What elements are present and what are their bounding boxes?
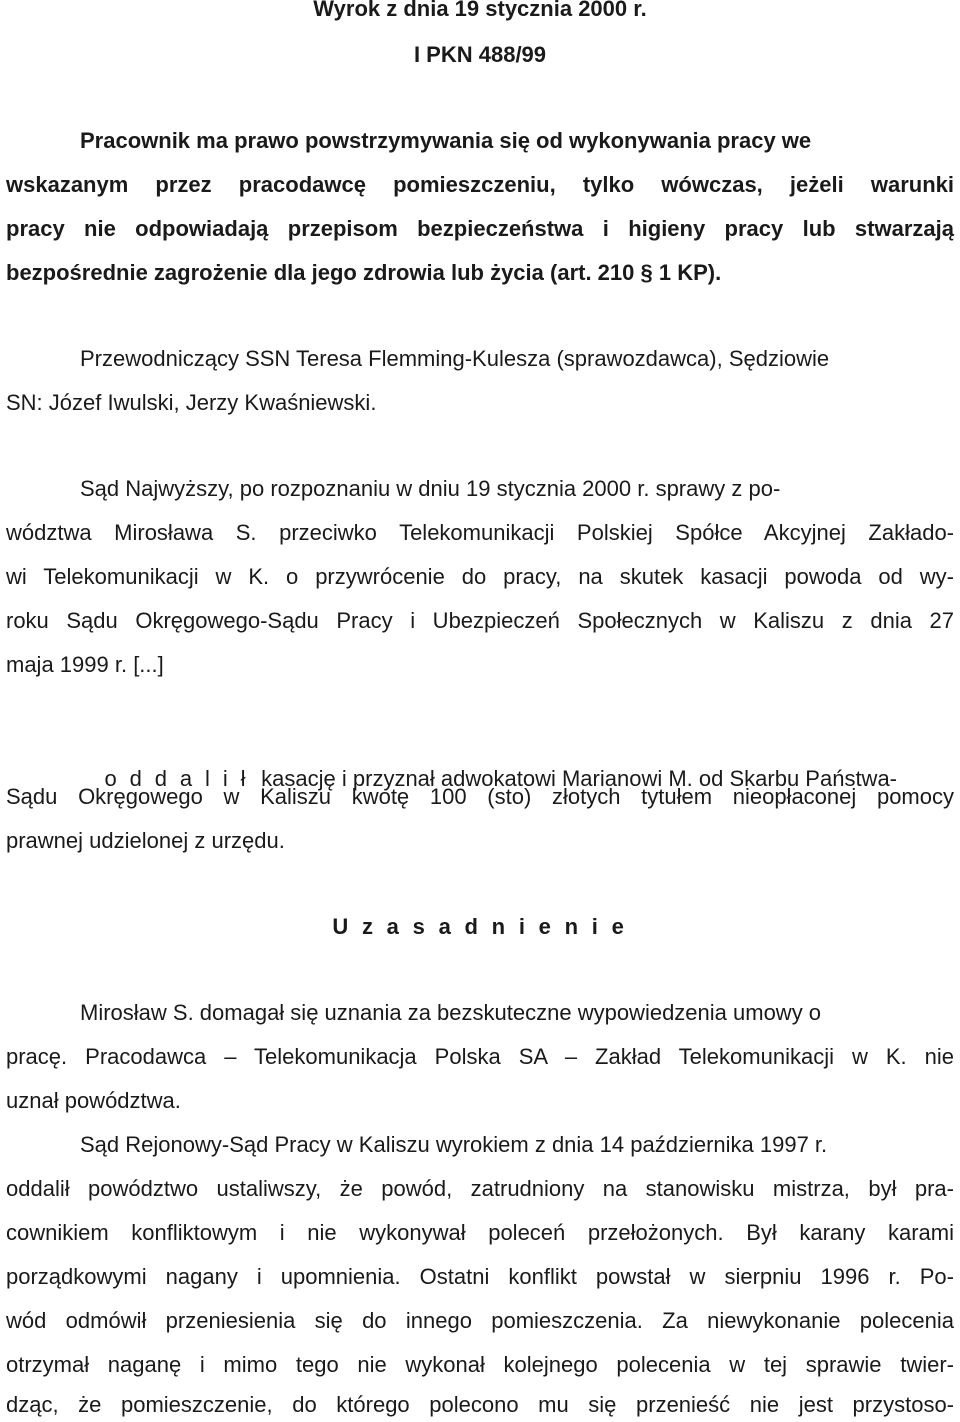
justification-p2-line-1: Sąd Rejonowy-Sąd Pracy w Kaliszu wyrokiem z dnia 14 października 1997 r. xyxy=(80,1132,828,1157)
ruling-keyword: o d d a l i ł xyxy=(104,766,249,791)
ruling-line-2: Sądu Okręgowego w Kaliszu kwotę 100 (sto) złotych tytułem nieopłaconej pomocy xyxy=(6,784,954,809)
justification-p2-line-4: porządkowymi nagany i upomnienia. Ostatni konflikt powstał w sierpniu 1996 r. Po- xyxy=(6,1264,954,1289)
proceedings-line-1: Sąd Najwyższy, po rozpoznaniu w dniu 19 stycznia 2000 r. sprawy z po- xyxy=(80,476,781,501)
judgment-title: Wyrok z dnia 19 stycznia 2000 r. xyxy=(313,0,647,21)
justification-p2-line-7: dząc, że pomieszczenie, do którego polecono mu się przenieść nie jest przystoso- xyxy=(6,1392,954,1417)
justification-p2-line-5: wód odmówił przeniesienia się do innego pomieszczenia. Za niewykonanie polecenia xyxy=(6,1308,954,1333)
proceedings-line-5: maja 1999 r. [...] xyxy=(6,652,164,677)
ruling-text: kasację i przyznał adwokatowi Marianowi M. od Skarbu Państwa- xyxy=(261,766,898,791)
justification-p2-line-2: oddalił powództwo ustaliwszy, że powód, zatrudniony na stanowisku mistrza, był pra- xyxy=(6,1176,954,1201)
justification-p1-line-1: Mirosław S. domagał się uznania za bezskuteczne wypowiedzenia umowy o xyxy=(80,1000,822,1025)
justification-p1-line-2: pracę. Pracodawca – Telekomunikacja Polska SA – Zakład Telekomunikacji w K. nie xyxy=(6,1044,954,1069)
justification-p2-line-6: otrzymał naganę i mimo tego nie wykonał kolejnego polecenia w tej sprawie twier- xyxy=(6,1352,954,1377)
thesis-line-3: pracy nie odpowiadają przepisom bezpieczeństwa i higieny pracy lub stwarzają xyxy=(6,216,954,241)
justification-p1-line-3: uznał powództwa. xyxy=(6,1088,181,1113)
case-number: I PKN 488/99 xyxy=(413,42,547,67)
proceedings-line-2: wództwa Mirosława S. przeciwko Telekomunikacji Polskiej Spółce Akcyjnej Zakłado- xyxy=(6,520,954,545)
thesis-line-4: bezpośrednie zagrożenie dla jego zdrowia lub życia (art. 210 § 1 KP). xyxy=(6,260,722,285)
composition-line-2: SN: Józef Iwulski, Jerzy Kwaśniewski. xyxy=(6,390,377,415)
justification-heading: U z a s a d n i e n i e xyxy=(332,914,628,939)
proceedings-line-3: wi Telekomunikacji w K. o przywrócenie do pracy, na skutek kasacji powoda od wy- xyxy=(6,564,954,589)
thesis-line-2: wskazanym przez pracodawcę pomieszczeniu, tylko wówczas, jeżeli warunki xyxy=(6,172,954,197)
thesis-line-1: Pracownik ma prawo powstrzymywania się od wykonywania pracy we xyxy=(80,128,812,153)
justification-p2-line-3: cownikiem konfliktowym i nie wykonywał poleceń przełożonych. Był karany karami xyxy=(6,1220,954,1245)
ruling-line-3: prawnej udzielonej z urzędu. xyxy=(6,828,285,853)
proceedings-line-4: roku Sądu Okręgowego-Sądu Pracy i Ubezpieczeń Społecznych w Kaliszu z dnia 27 xyxy=(6,608,954,633)
composition-line-1: Przewodniczący SSN Teresa Flemming-Kulesza (sprawozdawca), Sędziowie xyxy=(80,346,830,371)
